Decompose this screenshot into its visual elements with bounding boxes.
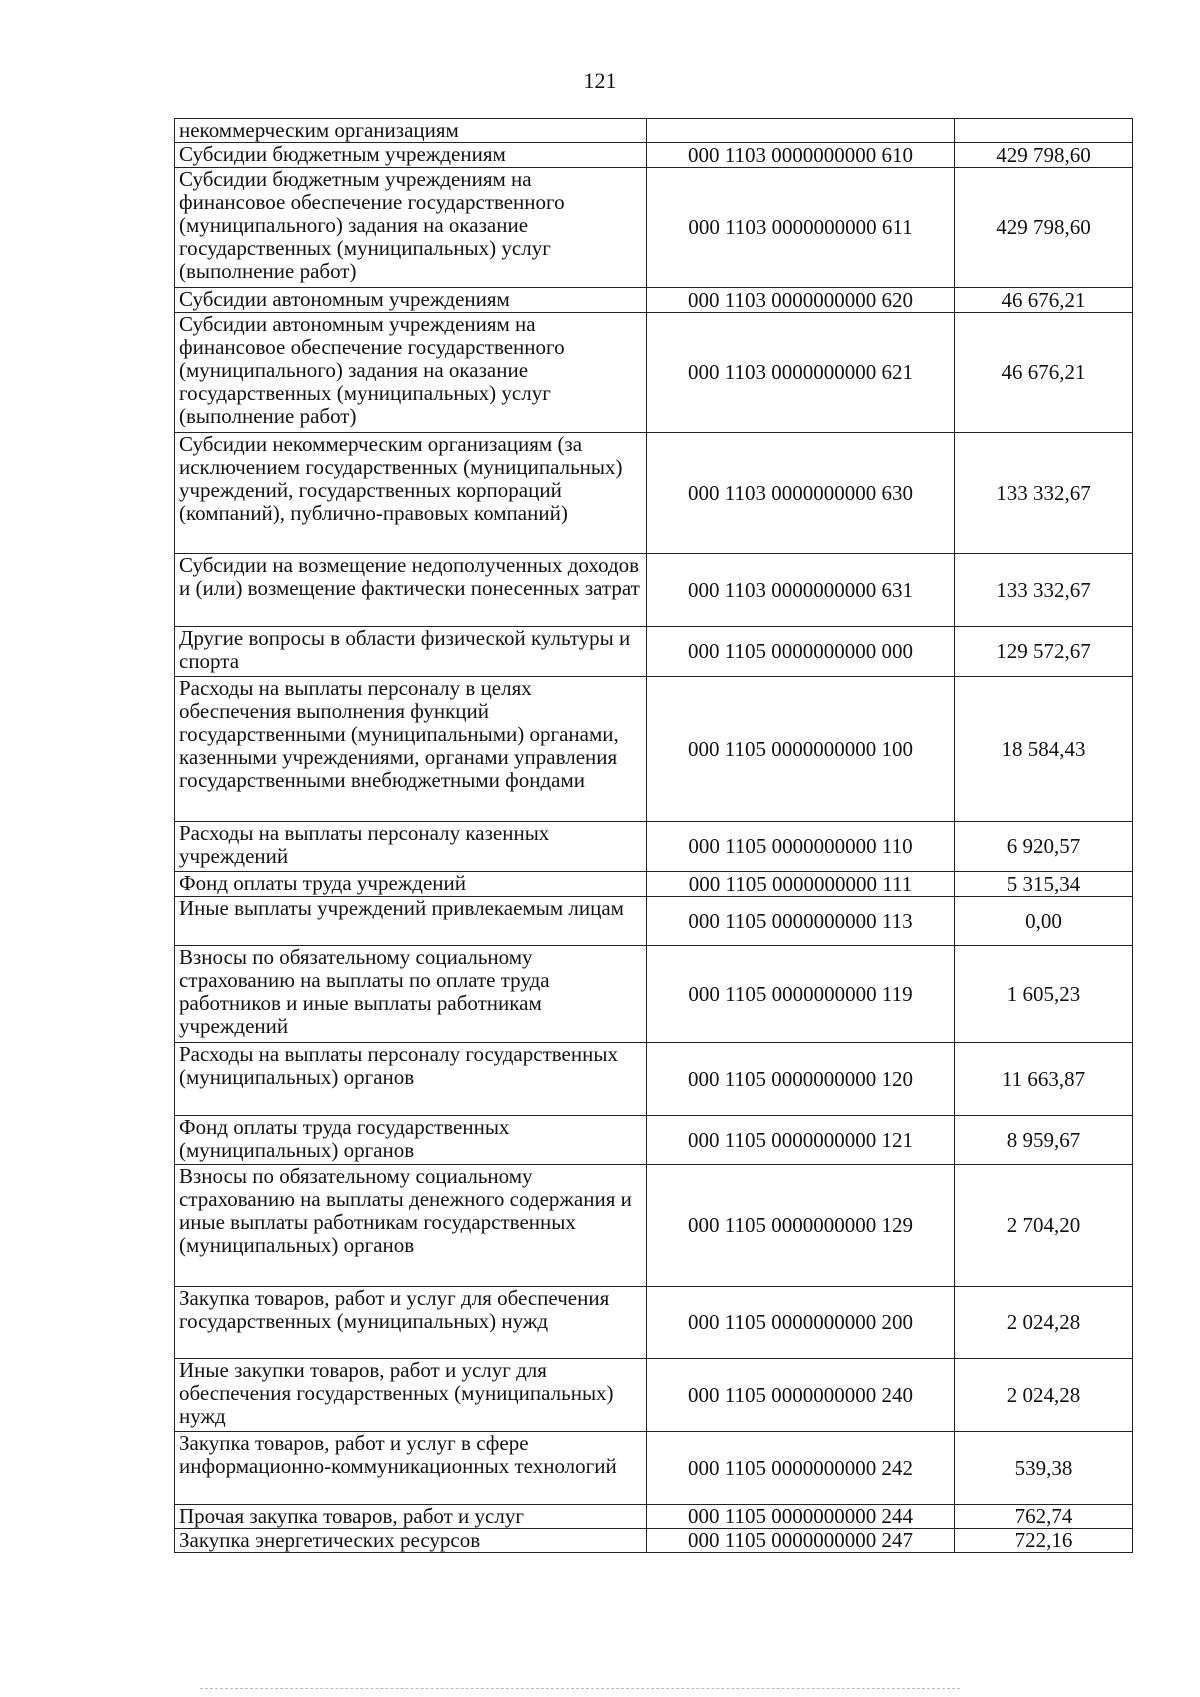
row-amount: 11 663,87 xyxy=(955,1043,1133,1116)
table-row xyxy=(175,168,1133,288)
row-name: Закупка товаров, работ и услуг для обеспечения государственных (муниципальных) нужд xyxy=(175,1287,647,1359)
row-amount: 1 605,23 xyxy=(955,946,1133,1043)
table-row xyxy=(175,897,1133,946)
row-name: Другие вопросы в области физической культуры и спорта xyxy=(175,627,647,677)
row-amount: 429 798,60 xyxy=(955,143,1133,168)
table-row xyxy=(175,1529,1133,1553)
row-code: 000 1103 0000000000 611 xyxy=(647,168,955,288)
scan-edge-line xyxy=(200,1688,960,1689)
table-row xyxy=(175,627,1133,677)
row-amount: 722,16 xyxy=(955,1529,1133,1553)
row-amount: 429 798,60 xyxy=(955,168,1133,288)
row-name: Фонд оплаты труда учреждений xyxy=(175,872,647,897)
row-name: Субсидии бюджетным учреждениям на финансовое обеспечение государственного (муниципального) задания на оказание государственных (муниципальных) услуг (выполнение работ) xyxy=(175,168,647,288)
row-amount: 539,38 xyxy=(955,1432,1133,1505)
row-amount: 2 024,28 xyxy=(955,1359,1133,1432)
row-amount: 5 315,34 xyxy=(955,872,1133,897)
table-row xyxy=(175,1432,1133,1505)
row-amount: 0,00 xyxy=(955,897,1133,946)
row-name: Субсидии на возмещение недополученных доходов и (или) возмещение фактически понесенных затрат xyxy=(175,554,647,627)
table-row xyxy=(175,677,1133,822)
row-code: 000 1103 0000000000 631 xyxy=(647,554,955,627)
row-name: Взносы по обязательному социальному страхованию на выплаты по оплате труда работников и иные выплаты работникам учреждений xyxy=(175,946,647,1043)
row-amount: 18 584,43 xyxy=(955,677,1133,822)
row-amount: 133 332,67 xyxy=(955,433,1133,554)
row-code: 000 1105 0000000000 100 xyxy=(647,677,955,822)
row-name: Взносы по обязательному социальному страхованию на выплаты денежного содержания и иные выплаты работникам государственных (муниципальных) органов xyxy=(175,1165,647,1287)
row-name: Субсидии некоммерческим организациям (за исключением государственных (муниципальных) учреждений, государственных корпораций (компаний), публично-правовых компаний) xyxy=(175,433,647,554)
row-code xyxy=(647,119,955,143)
table-row xyxy=(175,946,1133,1043)
row-amount: 46 676,21 xyxy=(955,288,1133,313)
row-amount: 46 676,21 xyxy=(955,313,1133,433)
row-name: Фонд оплаты труда государственных (муниципальных) органов xyxy=(175,1116,647,1165)
row-name: Субсидии автономным учреждениям xyxy=(175,288,647,313)
row-code: 000 1105 0000000000 000 xyxy=(647,627,955,677)
row-name: Иные закупки товаров, работ и услуг для обеспечения государственных (муниципальных) нужд xyxy=(175,1359,647,1432)
row-name: Субсидии бюджетным учреждениям xyxy=(175,143,647,168)
row-code: 000 1105 0000000000 113 xyxy=(647,897,955,946)
row-amount: 2 024,28 xyxy=(955,1287,1133,1359)
row-amount: 129 572,67 xyxy=(955,627,1133,677)
row-code: 000 1105 0000000000 200 xyxy=(647,1287,955,1359)
table-row xyxy=(175,1287,1133,1359)
row-code: 000 1103 0000000000 621 xyxy=(647,313,955,433)
row-code: 000 1105 0000000000 244 xyxy=(647,1505,955,1529)
row-code: 000 1103 0000000000 620 xyxy=(647,288,955,313)
table-row xyxy=(175,119,1133,143)
row-name: Расходы на выплаты персоналу в целях обеспечения выполнения функций государственными (муниципальными) органами, казенными учреждениями, органами управления государственными внебюджетными фондами xyxy=(175,677,647,822)
row-code: 000 1105 0000000000 120 xyxy=(647,1043,955,1116)
row-code: 000 1105 0000000000 242 xyxy=(647,1432,955,1505)
table-row xyxy=(175,1165,1133,1287)
row-code: 000 1105 0000000000 240 xyxy=(647,1359,955,1432)
row-code: 000 1103 0000000000 610 xyxy=(647,143,955,168)
budget-table xyxy=(174,118,1133,1553)
row-name: Субсидии автономным учреждениям на финансовое обеспечение государственного (муниципального) задания на оказание государственных (муниципальных) услуг (выполнение работ) xyxy=(175,313,647,433)
table-row xyxy=(175,433,1133,554)
table-row xyxy=(175,1043,1133,1116)
row-amount: 6 920,57 xyxy=(955,822,1133,872)
row-code: 000 1105 0000000000 129 xyxy=(647,1165,955,1287)
row-name: Прочая закупка товаров, работ и услуг xyxy=(175,1505,647,1529)
table-row xyxy=(175,1505,1133,1529)
row-amount: 762,74 xyxy=(955,1505,1133,1529)
table-row xyxy=(175,822,1133,872)
page-number: 121 xyxy=(583,68,617,93)
row-name: Закупка товаров, работ и услуг в сфере информационно-коммуникационных технологий xyxy=(175,1432,647,1505)
row-name: Иные выплаты учреждений привлекаемым лицам xyxy=(175,897,647,946)
row-name: Закупка энергетических ресурсов xyxy=(175,1529,647,1553)
row-code: 000 1105 0000000000 121 xyxy=(647,1116,955,1165)
table-row xyxy=(175,143,1133,168)
row-amount xyxy=(955,119,1133,143)
table-row xyxy=(175,1116,1133,1165)
table-row xyxy=(175,872,1133,897)
table-row xyxy=(175,1359,1133,1432)
row-code: 000 1105 0000000000 247 xyxy=(647,1529,955,1553)
row-amount: 8 959,67 xyxy=(955,1116,1133,1165)
table-row xyxy=(175,288,1133,313)
row-code: 000 1103 0000000000 630 xyxy=(647,433,955,554)
row-name: Расходы на выплаты персоналу казенных учреждений xyxy=(175,822,647,872)
row-name: некоммерческим организациям xyxy=(175,119,647,143)
row-name: Расходы на выплаты персоналу государственных (муниципальных) органов xyxy=(175,1043,647,1116)
table-row xyxy=(175,554,1133,627)
row-code: 000 1105 0000000000 110 xyxy=(647,822,955,872)
row-code: 000 1105 0000000000 111 xyxy=(647,872,955,897)
row-code: 000 1105 0000000000 119 xyxy=(647,946,955,1043)
table-row xyxy=(175,313,1133,433)
row-amount: 2 704,20 xyxy=(955,1165,1133,1287)
row-amount: 133 332,67 xyxy=(955,554,1133,627)
